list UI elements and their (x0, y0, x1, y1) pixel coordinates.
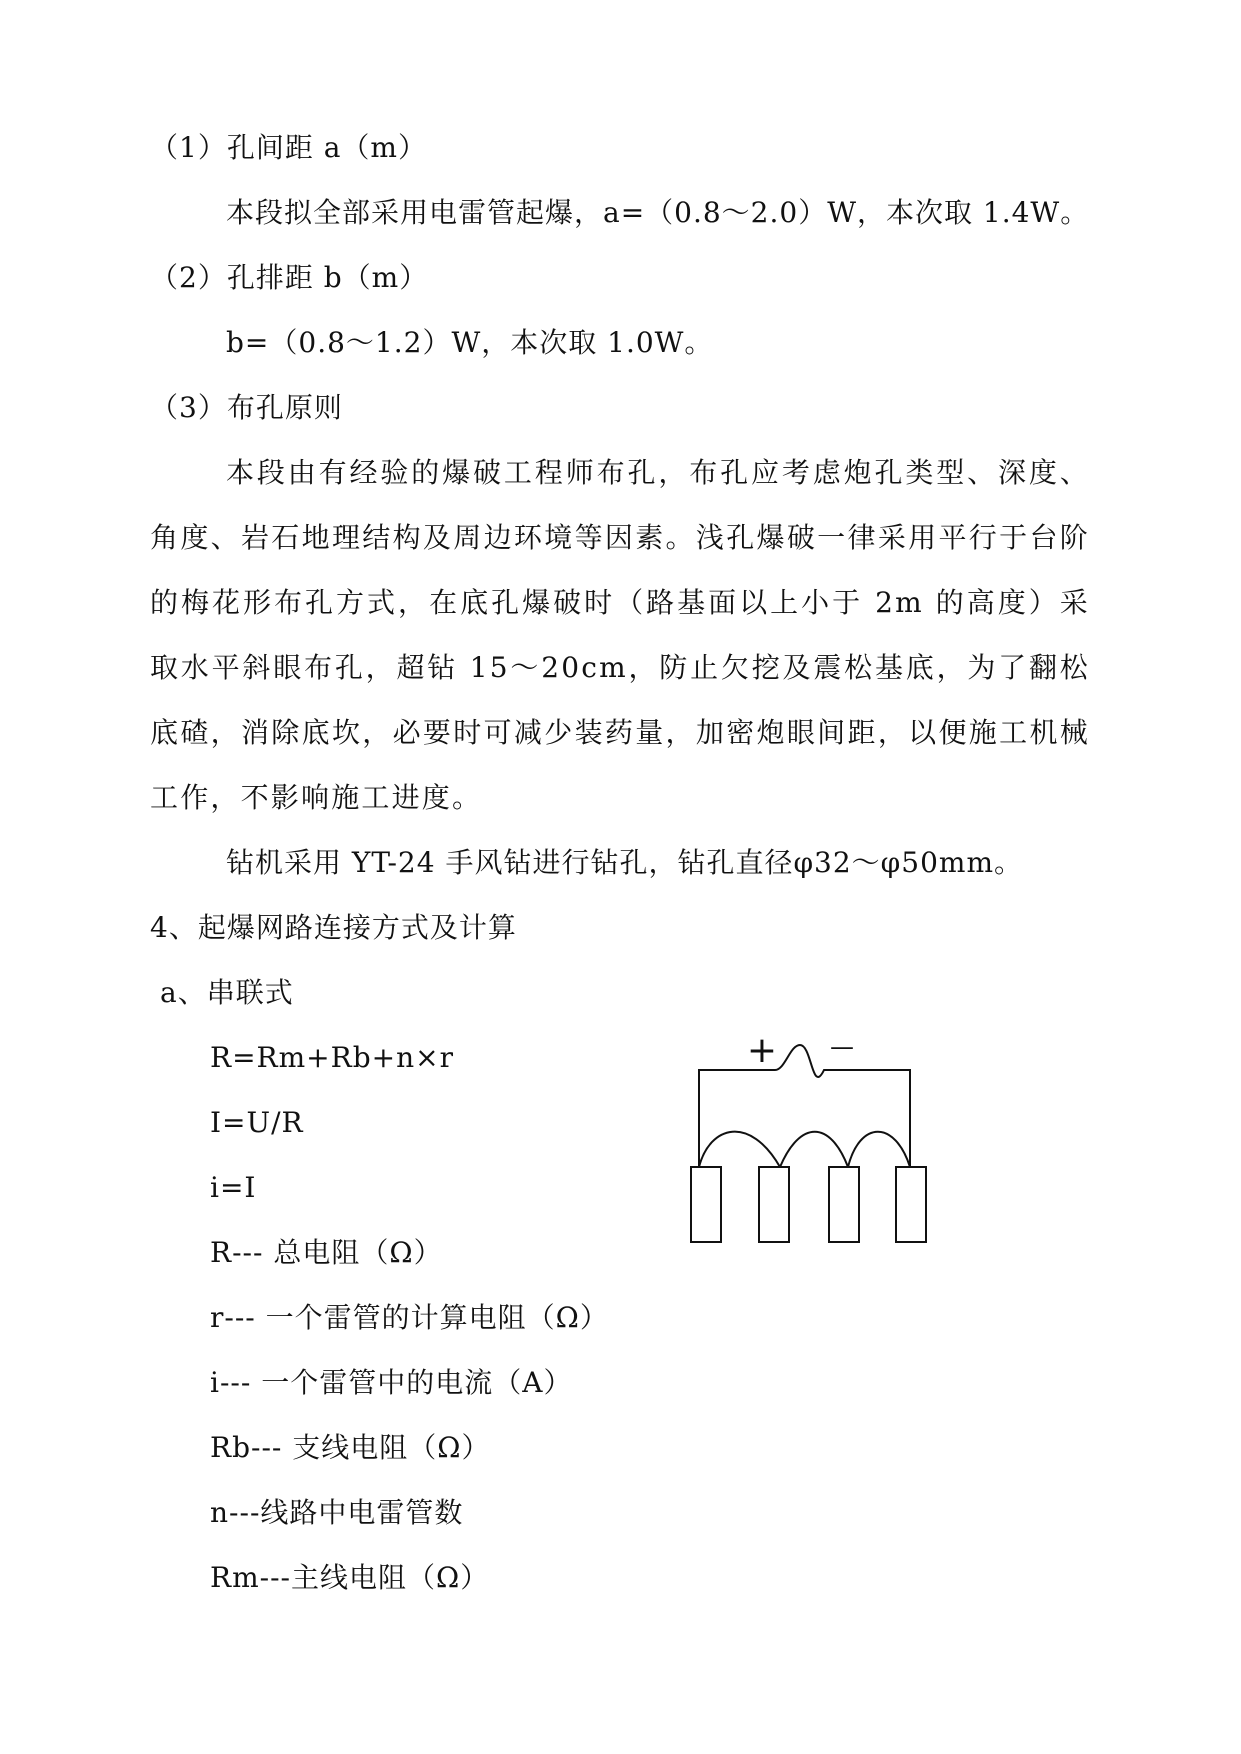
detonator-1 (691, 1167, 721, 1242)
minus-terminal-label: — (830, 1033, 854, 1061)
heading-series: a、串联式 (160, 976, 294, 1009)
formula-detonator-current: i=I (210, 1171, 257, 1204)
formula-total-resistance: R=Rm+Rb+n×r (210, 1041, 454, 1074)
definition-i: i--- 一个雷管中的电流（A） (210, 1366, 573, 1399)
detonator-3 (829, 1167, 859, 1242)
paragraph-row-spacing: b=（0.8～1.2）W，本次取 1.0W。 (226, 326, 714, 359)
definition-n: n---线路中电雷管数 (210, 1496, 464, 1529)
plus-terminal-label: + (746, 1030, 778, 1071)
heading-row-spacing: （2）孔排距 b（m） (150, 261, 429, 294)
series-circuit-diagram (680, 1015, 960, 1279)
heading-hole-spacing: （1）孔间距 a（m） (150, 131, 427, 164)
paragraph-drill: 钻机采用 YT-24 手风钻进行钻孔，钻孔直径φ32～φ50mm。 (226, 846, 1024, 879)
paragraph-layout-principle: 本段由有经验的爆破工程师布孔，布孔应考虑炮孔类型、深度、角度、岩石地理结构及周边环境等因素。浅孔爆破一律采用平行于台阶的梅花形布孔方式，在底孔爆破时（路基面以上小于 2m 的高度）采取水平斜眼布孔，超钻 15～20cm，防止欠挖及震松基底，为了翻松底碴，消除底坎，必要时可减少装药量，加密炮眼间距，以便施工机械工作，不影响施工进度。 (150, 456, 1090, 814)
connecting-wire (699, 1132, 910, 1167)
detonator-4 (896, 1167, 926, 1242)
paragraph-hole-spacing: 本段拟全部采用电雷管起爆，a=（0.8～2.0）W，本次取 1.4W。 (226, 196, 1090, 229)
heading-layout-principle: （3）布孔原则 (150, 391, 343, 424)
main-wire (699, 1045, 910, 1167)
definition-R: R--- 总电阻（Ω） (210, 1236, 443, 1269)
definition-Rm: Rm---主线电阻（Ω） (210, 1561, 490, 1594)
detonator-2 (759, 1167, 789, 1242)
heading-network: 4、起爆网路连接方式及计算 (150, 911, 517, 944)
definition-Rb: Rb--- 支线电阻（Ω） (210, 1431, 491, 1464)
definition-r: r--- 一个雷管的计算电阻（Ω） (210, 1301, 609, 1334)
formula-current: I=U/R (210, 1106, 304, 1139)
